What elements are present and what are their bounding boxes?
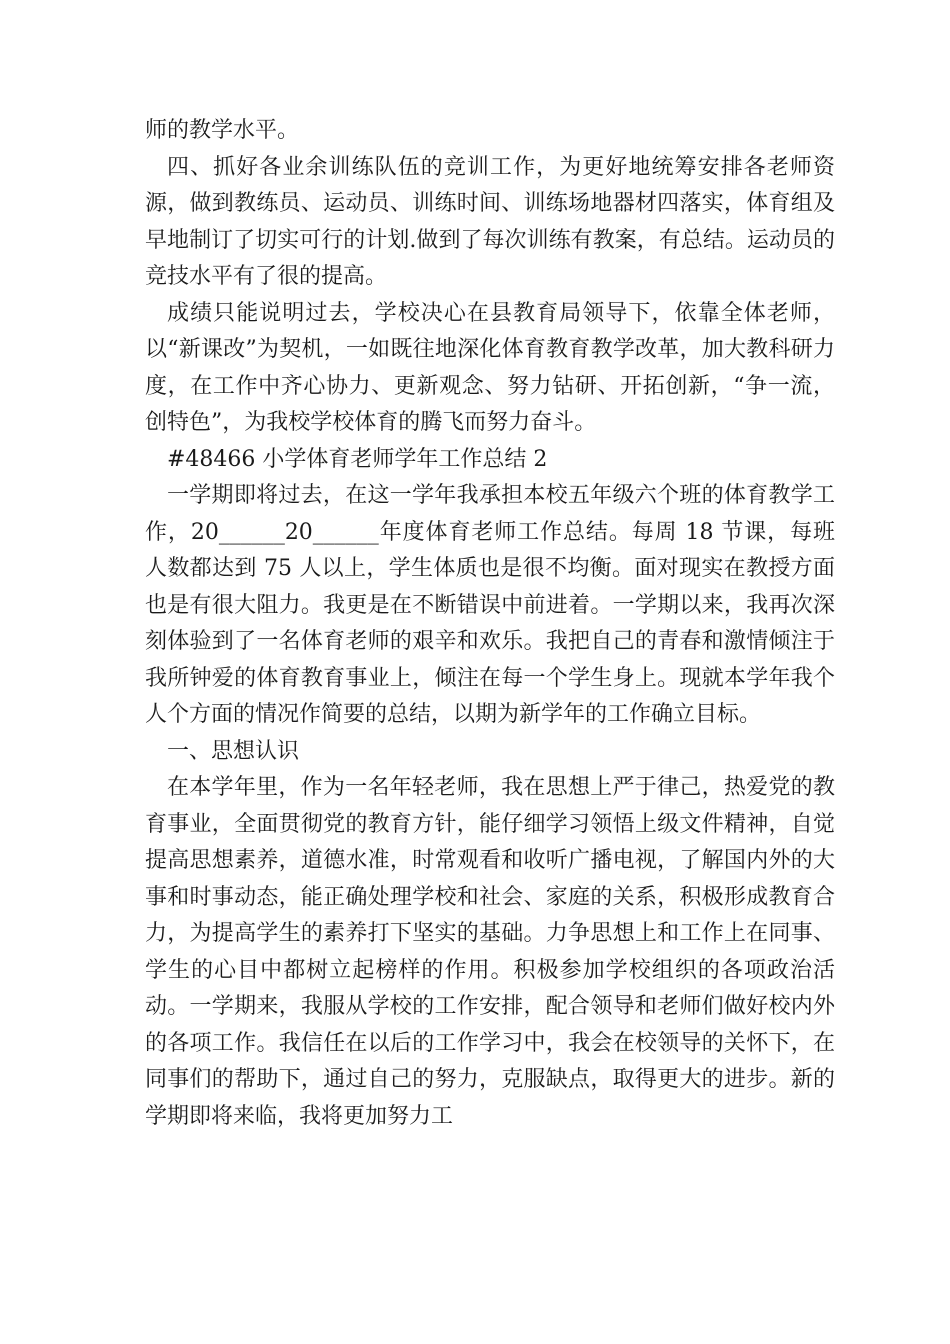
paragraph-training-work: 四、抓好各业余训练队伍的竞训工作，为更好地统筹安排各老师资源，做到教练员、运动员、训练时间、训练场地器材四落实，体育组及早地制订了切实可行的计划.做到了每次训练有教案，有总结。运动员的竞技水平有了很的提高。 <box>145 154 835 289</box>
section-heading-ideology: 一、思想认识 <box>167 738 300 764</box>
paragraph-conclusion: 成绩只能说明过去，学校决心在县教育局领导下，依靠全体老师，以“新课改”为契机，一如既往地深化体育教育教学改革，加大教科研力度，在工作中齐心协力、更新观念、努力钻研、开拓创新，“争一流，创特色”，为我校学校体育的腾飞而努力奋斗。 <box>145 300 835 435</box>
section-title: #48466 小学体育老师学年工作总结 2 <box>167 446 548 472</box>
paragraph-continuation: 师的教学水平。 <box>145 118 300 143</box>
document-body <box>145 113 835 1135</box>
paragraph-ideology: 在本学年里，作为一名年轻老师，我在思想上严于律己，热爱党的教育事业，全面贯彻党的教育方针，能仔细学习领悟上级文件精神，自觉提高思想素养，道德水准，时常观看和收听广播电视，了解国内外的大事和时事动态，能正确处理学校和社会、家庭的关系，积极形成教育合力，为提高学生的素养打下坚实的基础。力争思想上和工作上在同事、学生的心目中都树立起榜样的作用。积极参加学校组织的各项政治活动。一学期来，我服从学校的工作安排，配合领导和老师们做好校内外的各项工作。我信任在以后的工作学习中，我会在校领导的关怀下，在同事们的帮助下，通过自己的努力，克服缺点，取得更大的进步。新的学期即将来临，我将更加努力工 <box>145 775 835 1129</box>
paragraph-intro: 一学期即将过去，在这一学年我承担本校五年级六个班的体育教学工作，20______20______年度体育老师工作总结。每周 18 节课，每班人数都达到 75 人以上，学生体质也是很不均衡。面对现实在教授方面也是有很大阻力。我更是在不断错误中前进着。一学期以来，我再次深刻体验到了一名体育老师的艰辛和欢乐。我把自己的青春和激情倾注于我所钟爱的体育教育事业上，倾注在每一个学生身上。现就本学年我个人个方面的情况作简要的总结，以期为新学年的工作确立目标。 <box>145 483 835 727</box>
